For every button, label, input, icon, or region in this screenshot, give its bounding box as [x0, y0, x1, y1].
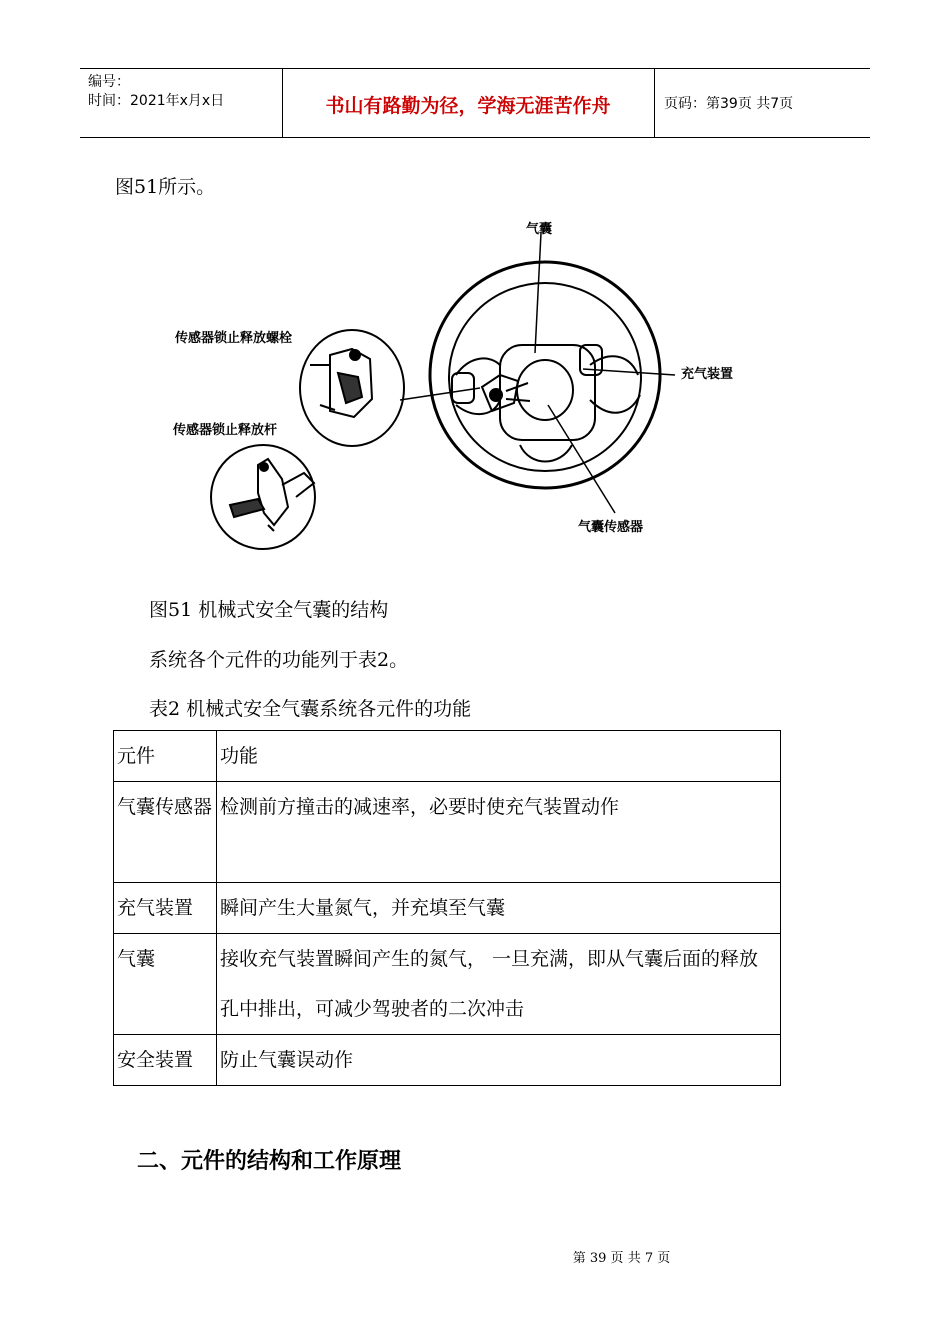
- label-sensor-lock-bolt: 传感器锁止释放螺栓: [175, 331, 293, 346]
- cell-function: 检测前方撞击的减速率，必要时使充气装置动作: [217, 782, 781, 883]
- table-row: [114, 934, 781, 1035]
- component-function-table: [113, 730, 781, 1086]
- label-sensor-lock-lever: 传感器锁止释放杆: [173, 423, 278, 438]
- steering-wheel-diagram: [160, 205, 800, 565]
- header-page-info: 页码：第39页 共7页: [664, 96, 794, 112]
- header-number-label: 编号：: [88, 74, 130, 90]
- table-intro: 系统各个元件的功能列于表2。: [149, 649, 409, 671]
- footer-page-number: 第 39 页 共 7 页: [572, 1251, 671, 1266]
- table-row: [114, 1035, 781, 1086]
- cell-function: 防止气囊误动作: [217, 1035, 781, 1086]
- header-divider: [654, 69, 655, 137]
- page-footer: [0, 1247, 950, 1266]
- header-cell-component: 元件: [114, 731, 217, 782]
- document-header: [80, 68, 870, 138]
- table-row: [114, 883, 781, 934]
- cell-function: 接收充气装置瞬间产生的氮气， 一旦充满，即从气囊后面的释放孔中排出，可减少驾驶者的二次冲击: [217, 934, 781, 1035]
- cell-component: 充气装置: [114, 883, 217, 934]
- cell-component: 气囊: [114, 934, 217, 1035]
- header-cell-function: 功能: [217, 731, 781, 782]
- header-motto: 书山有路勤为径，学海无涯苦作舟: [325, 95, 611, 117]
- cell-component: 气囊传感器: [114, 782, 217, 883]
- airbag-structure-figure: [160, 205, 800, 565]
- section-heading: 二、元件的结构和工作原理: [137, 1149, 402, 1174]
- label-airbag: 气囊: [526, 222, 553, 237]
- header-time-label: 时间：2021年x月x日: [88, 93, 225, 109]
- cell-function: 瞬间产生大量氮气，并充填至气囊: [217, 883, 781, 934]
- table-row: [114, 782, 781, 883]
- label-inflator: 充气装置: [681, 367, 734, 382]
- header-meta: [88, 73, 224, 111]
- figure-caption: 图51 机械式安全气囊的结构: [149, 599, 389, 621]
- label-airbag-sensor: 气囊传感器: [578, 520, 644, 535]
- cell-component: 安全装置: [114, 1035, 217, 1086]
- table-header-row: [114, 731, 781, 782]
- intro-text: 图51所示。: [115, 176, 216, 198]
- table-caption: 表2 机械式安全气囊系统各元件的功能: [149, 698, 472, 720]
